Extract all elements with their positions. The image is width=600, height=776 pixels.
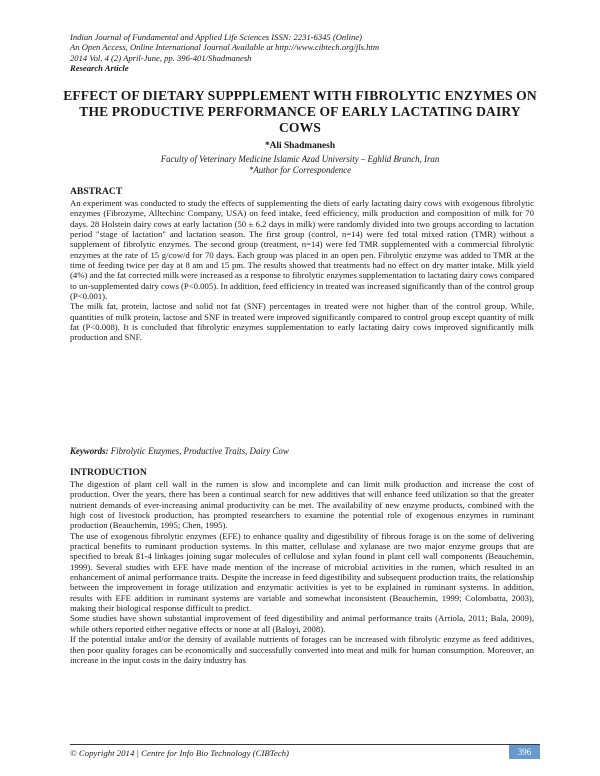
footer-divider xyxy=(70,744,540,745)
paper-title: EFFECT OF DIETARY SUPPPLEMENT WITH FIBROLYTIC ENZYMES ON THE PRODUCTIVE PERFORMANCE OF EARLY LACTATING DAIRY COWS xyxy=(63,88,537,135)
affiliation: Faculty of Veterinary Medicine Islamic Azad University – Eghlid Branch, Iran xyxy=(160,154,440,164)
abstract-body xyxy=(70,198,534,343)
journal-access-line: An Open Access, Online International Journal Available at http://www.cibtech.org/jls.htm xyxy=(70,42,380,53)
author-affiliation-block xyxy=(60,154,540,176)
journal-header xyxy=(70,32,540,74)
abstract-paragraph-2: The milk fat, protein, lactose and solid not fat (SNF) percentages in treated were not higher than of the control group. While, quantities of milk protein, lactose and SNF in treated were improved significantly compared to control group except quantity of milk fat (P<0.008). It is concluded that fibrolytic enzymes supplementation to early lactating dairy cows improved significantly milk production and SNF. xyxy=(70,301,534,343)
page-number: 396 xyxy=(509,745,540,759)
intro-paragraph-2: The use of exogenous fibrolytic enzymes (EFE) to enhance quality and digestibility of fibrous forage is on the some of delivering practical benefits to ruminant production systems. In this matter, cellulase and xylanase are two major enzyme groups that are specified to break ß1-4 linkages joining sugar molecules of cellulose and xylan found in plant cell wall components (Beauchemin, 1999). Several studies with EFE have made mention of the increase of microbial activities in the rumen, which resulted in an enhancement of animal performance traits. Despite the increase in feed digestibility and subsequent production traits, the relationship between the improvement in forage utilization and enzymatic activities is yet to be explained in ruminant systems. In addition, results with EFE addition in ruminant systems are variable and somewhat inconsistent (Beauchemin, 1999; Colombatta, 2003), making their biological response difficult to predict. xyxy=(70,530,534,614)
intro-paragraph-3: Some studies have shown substantial improvement of feed digestibility and animal performance traits (Arriola, 2011; Bala, 2009), while others reported either negative effects or none at all (Baloyi, 2008). xyxy=(70,613,534,634)
abstract-paragraph-1: An experiment was conducted to study the effects of supplementing the diets of early lactating dairy cows with exogenous fibrolytic enzymes (Fibrozyme, Alltechinc Company, USA) on feed intake, feed efficiency, milk production and composition of milk for 70 days. 28 Holstein dairy cows at early lactation (50 ± 6.2 days in milk) were randomly divided into two groups according to lactation period "stage of lactation" and lactation season. The first group (control, n=14) were fed total mixed ration (TMR) without a supplement of fibrolytic enzymes. The second group (treatment, n=14) were fed TMR supplemented with a commercial fibrolytic enzymes at the rate of 15 g/cow/d for 70 days. Each group was placed in an open pen. Fibrolytic enzyme was added to TMR at the time of feeding twice per day at 8 am and 15 pm. The results showed that treatments had no effect on dry matter intake. Milk yield (4%) and the fat corrected milk were increased as a response to fibrolytic enzymes supplementation to lactating dairy cows compared to un-supplemented dairy cows (P<0.005). In addition, feed efficiency in treated was increased significantly than of the control group (P<0.001). xyxy=(70,198,534,302)
journal-title-line: Indian Journal of Fundamental and Applied Life Sciences ISSN: 2231-6345 (Online) xyxy=(70,32,362,42)
keywords-value: Fibrolytic Enzymes, Productive Traits, Dairy Cow xyxy=(110,446,289,456)
author-name: *Ali Shadmanesh xyxy=(264,141,336,151)
correspondence-note: *Author for Correspondence xyxy=(248,165,352,175)
intro-paragraph-1: The digestion of plant cell wall in the rumen is slow and incomplete and can limit milk production and increase the cost of production. Over the years, there has been a continual search for new additives that will enhance feed utilization so that the greater nutrient demands of ever-increasing animal productivity can be met. The availability of new enzyme products, combined with the high cost of livestock production, has prompted researchers to examine the potential role of exogenous enzymes in ruminant production (Beauchemin, 1995; Chen, 1995). xyxy=(70,479,534,531)
introduction-heading: INTRODUCTION xyxy=(70,467,147,478)
abstract-heading: ABSTRACT xyxy=(70,186,123,197)
introduction-body xyxy=(70,479,534,665)
copyright-footer: © Copyright 2014 | Centre for Info Bio Technology (CIBTech) xyxy=(70,748,289,758)
keywords-label: Keywords: xyxy=(70,446,109,456)
article-type: Research Article xyxy=(70,63,129,74)
journal-volume-line: 2014 Vol. 4 (2) April-June, pp. 396-401/Shadmanesh xyxy=(70,52,252,63)
intro-paragraph-4: If the potential intake and/or the density of available nutrients of forages can be increased with fibrolytic enzyme as feed additives, then poor quality forages can be economically and successfully converted into meat and milk for human consumption. Moreover, an increase in the input costs in the dairy industry has xyxy=(70,634,534,665)
keywords xyxy=(70,446,534,456)
